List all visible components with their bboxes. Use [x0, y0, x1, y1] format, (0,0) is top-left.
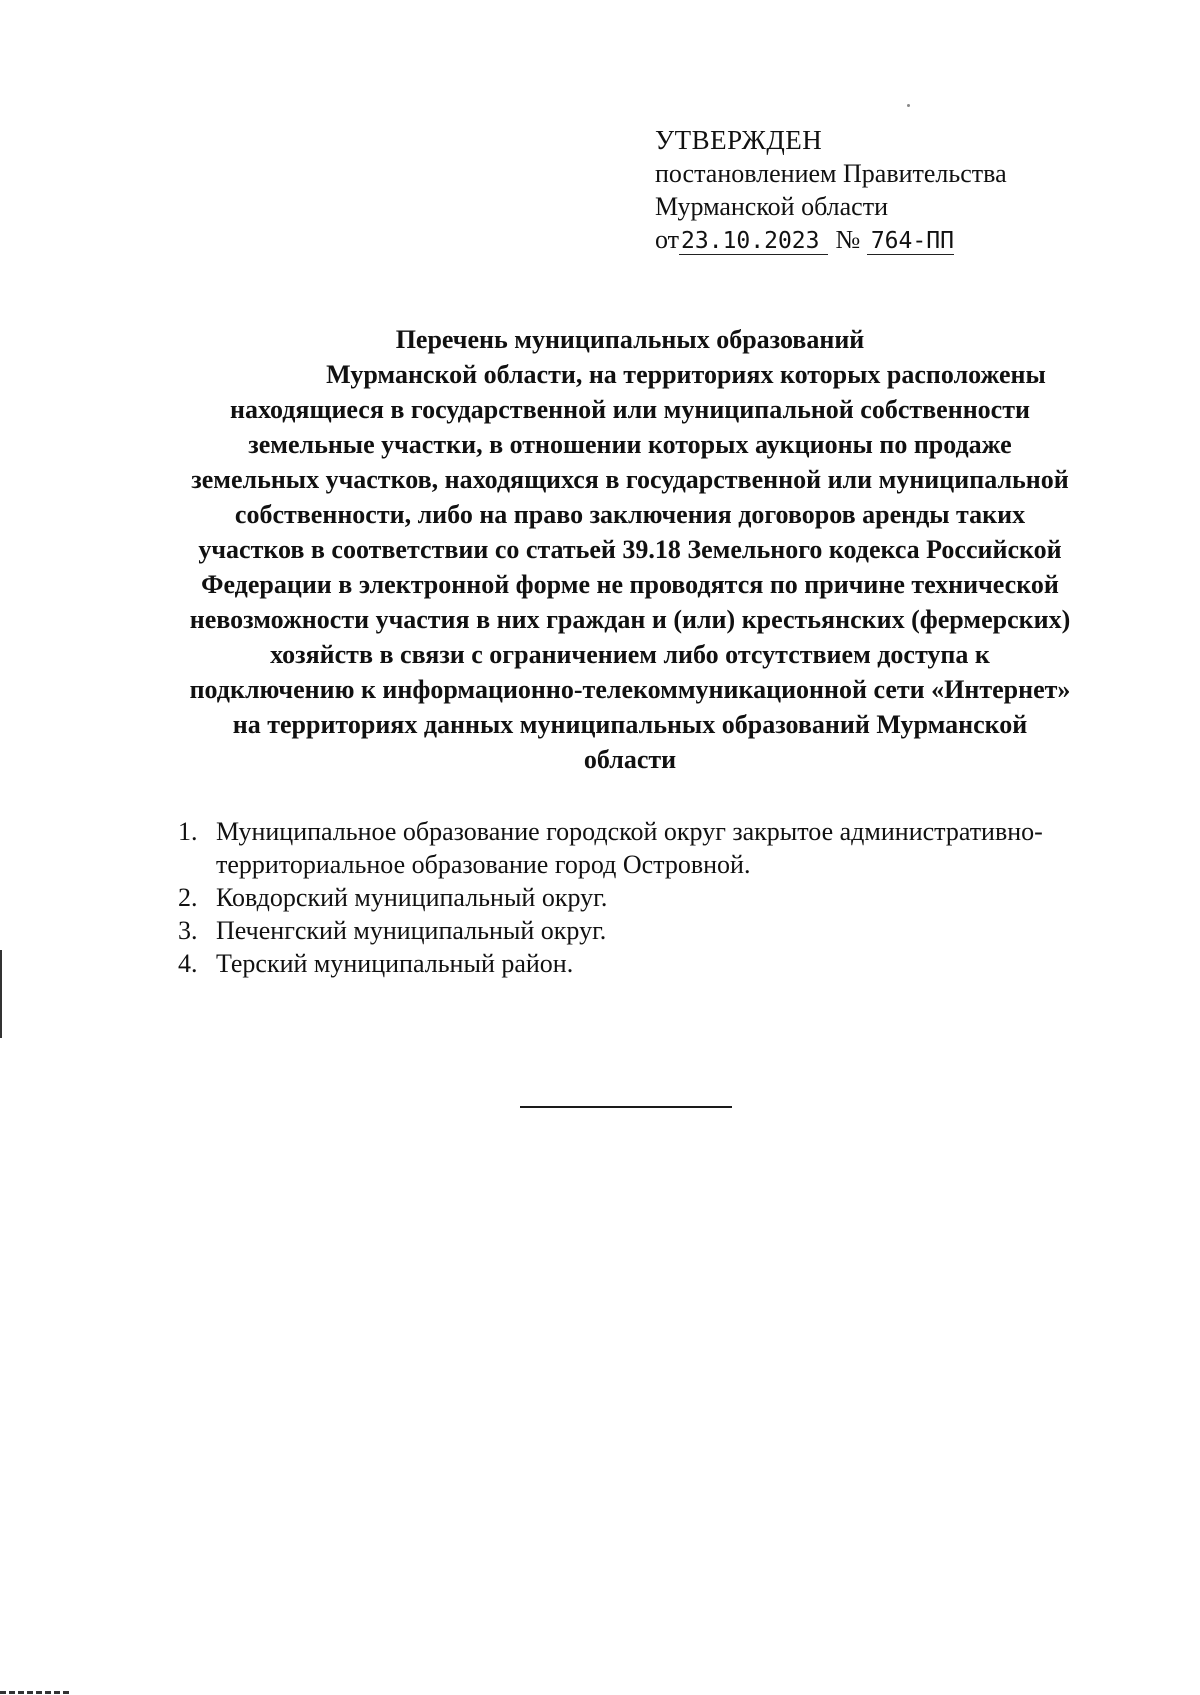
title-line: Мурманской области, на территориях которых расположены — [326, 360, 1046, 389]
list-item — [170, 914, 1150, 947]
resolution-number: 764-ПП — [867, 228, 954, 255]
title-line: участков в соответствии со статьей 39.18 Земельного кодекса Российской — [198, 535, 1062, 564]
document-title — [140, 322, 1120, 777]
approval-block — [655, 124, 1075, 256]
title-line: хозяйств в связи с ограничением либо отсутствием доступа к — [270, 640, 990, 669]
title-line: области — [583, 745, 677, 774]
list-item-number: 4. — [178, 949, 198, 978]
approval-line-resolution: постановлением Правительства — [655, 159, 1007, 188]
title-line: на территориях данных муниципальных образований Мурманской — [232, 710, 1028, 739]
approval-heading: УТВЕРЖДЕН — [655, 125, 823, 155]
title-line: находящиеся в государственной или муниципальной собственности — [230, 395, 1030, 424]
closing-rule — [520, 1106, 732, 1108]
date-prefix: от — [655, 225, 680, 254]
list-item-number: 3. — [178, 916, 198, 945]
title-line: Федерации в электронной форме не проводятся по причине технической — [201, 570, 1059, 599]
municipality-list — [170, 815, 1150, 980]
list-item — [170, 947, 1150, 980]
list-item-text: Терский муниципальный район. — [216, 949, 574, 978]
list-item-number: 2. — [178, 883, 198, 912]
title-line: земельные участки, в отношении которых аукционы по продаже — [248, 430, 1012, 459]
list-item — [170, 815, 1150, 881]
list-item — [170, 881, 1150, 914]
title-line: Перечень муниципальных образований — [395, 325, 865, 354]
number-sign: № — [835, 225, 861, 254]
scan-speck — [907, 104, 910, 107]
list-item-text: Печенгский муниципальный округ. — [216, 916, 607, 945]
title-line: земельных участков, находящихся в государственной или муниципальной — [191, 465, 1069, 494]
list-item-text: Муниципальное образование городской округ закрытое административно- — [216, 817, 1043, 846]
approval-date-line — [655, 223, 1075, 256]
title-line: подключению к информационно-телекоммуникационной сети «Интернет» — [189, 675, 1071, 704]
list-item-text-continued: территориальное образование город Островной. — [216, 850, 751, 879]
approval-line-region: Мурманской области — [655, 192, 888, 221]
scan-edge-mark — [0, 950, 2, 1038]
resolution-date: 23.10.2023 — [679, 228, 827, 255]
scan-bottom-mark — [0, 1691, 70, 1694]
title-line: собственности, либо на право заключения договоров аренды таких — [234, 500, 1026, 529]
title-line: невозможности участия в них граждан и (или) крестьянских (фермерских) — [189, 605, 1071, 634]
list-item-number: 1. — [178, 817, 198, 846]
list-item-text: Ковдорский муниципальный округ. — [216, 883, 608, 912]
